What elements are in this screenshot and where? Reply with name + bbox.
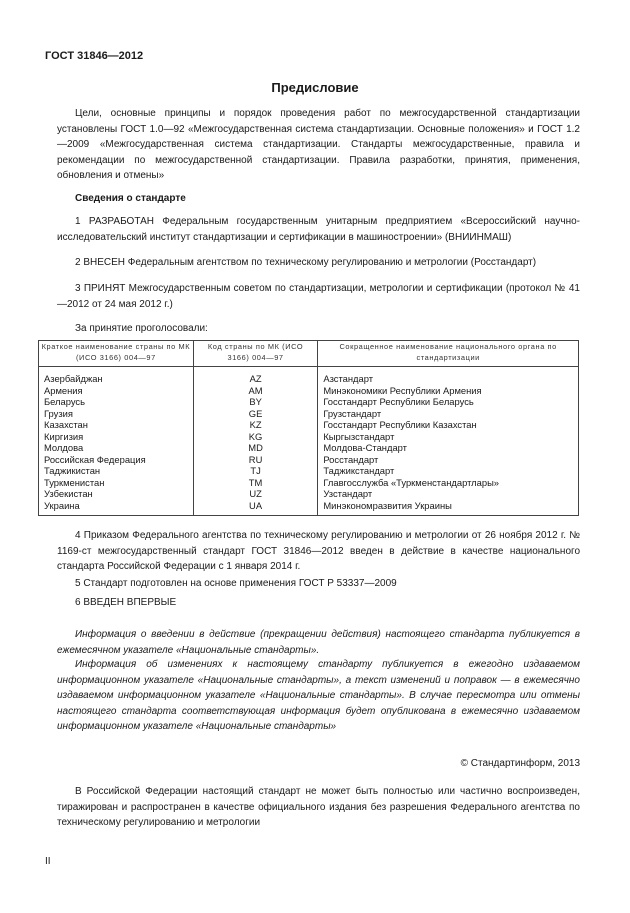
header-country: Краткое наименование страны по МК (ИСО 3166) 004—97: [39, 341, 194, 367]
body-cell: Главгосслужба «Туркменстандартлары»: [318, 477, 579, 489]
item-6: 6 ВВЕДЕН ВПЕРВЫЕ: [75, 597, 177, 608]
item-1: 1 РАЗРАБОТАН Федеральным государственным унитарным предприятием «Всероссийский научно-исследовательский институт стандартизации и сертификации в машиностроении» (ВНИИНМАШ): [57, 216, 580, 243]
document-header: ГОСТ 31846—2012: [45, 50, 144, 62]
table-row: [39, 488, 579, 500]
table-row: [39, 408, 579, 420]
country-cell: Беларусь: [39, 396, 194, 408]
body-cell: Госстандарт Республики Казахстан: [318, 419, 579, 431]
section-title: Сведения о стандарте: [75, 193, 186, 204]
code-cell: RU: [193, 454, 318, 466]
body-cell: Азстандарт: [318, 367, 579, 385]
intro-paragraph: Цели, основные принципы и порядок проведения работ по межгосударственной стандартизации установлены ГОСТ 1.0—92 «Межгосударственная система стандартизации. Основные положения» и ГОСТ 1.2—2009 «Межгосударственная система стандартизации. Стандарты межгосударственные, правила и рекомендации по межгосударственной стандартизации. Правила разработки, принятия, применения, обновления и отмены»: [57, 108, 580, 182]
item-4: 4 Приказом Федерального агентства по техническому регулированию и метрологии от 26 ноября 2012 г. № 1169-ст межгосударственный стандарт ГОСТ 31846—2012 введен в действие в качестве национального стандарта Российской Федерации с 1 января 2014 г.: [57, 530, 580, 573]
code-cell: TM: [193, 477, 318, 489]
table-row: [39, 385, 579, 397]
code-cell: KZ: [193, 419, 318, 431]
reproduction-restriction: В Российской Федерации настоящий стандарт не может быть полностью или частично воспроизведен, тиражирован и распространен в качестве официального издания без разрешения Федерального агентства по техническому регулированию и метрологии: [57, 786, 580, 829]
country-cell: Азербайджан: [39, 367, 194, 385]
table-row: [39, 442, 579, 454]
page-title: Предисловие: [271, 80, 359, 95]
table-row: [39, 396, 579, 408]
table-row: [39, 477, 579, 489]
table-row: [39, 367, 579, 385]
country-cell: Украина: [39, 500, 194, 516]
country-cell: Таджикистан: [39, 465, 194, 477]
table-header-row: [39, 341, 579, 367]
table-row: [39, 431, 579, 443]
table-row: [39, 500, 579, 516]
info-changes: Информация об изменениях к настоящему стандарту публикуется в ежегодно издаваемом информационном указателе «Национальные стандарты», а текст изменений и поправок — в ежемесячно издаваемом информационном указателе «Национальные стандарты». В случае пересмотра или отмены настоящего стандарта соответствующая информация будет опубликована в ежемесячно издаваемом информационном указателе «Национальные стандарты»: [57, 659, 580, 733]
country-cell: Молдова: [39, 442, 194, 454]
item-3: 3 ПРИНЯТ Межгосударственным советом по стандартизации, метрологии и сертификации (протокол № 41—2012 от 24 мая 2012 г.): [57, 283, 580, 310]
country-cell: Грузия: [39, 408, 194, 420]
body-cell: Таджикстандарт: [318, 465, 579, 477]
body-cell: Молдова-Стандарт: [318, 442, 579, 454]
country-cell: Туркменистан: [39, 477, 194, 489]
body-cell: Грузстандарт: [318, 408, 579, 420]
country-cell: Киргизия: [39, 431, 194, 443]
country-cell: Российская Федерация: [39, 454, 194, 466]
code-cell: UA: [193, 500, 318, 516]
table-row: [39, 419, 579, 431]
info-publication: Информация о введении в действие (прекращении действия) настоящего стандарта публикуется в ежемесячном указателе «Национальные стандарты».: [57, 629, 580, 656]
voting-table: [38, 340, 579, 516]
code-cell: UZ: [193, 488, 318, 500]
copyright: © Стандартинформ, 2013: [460, 758, 580, 769]
body-cell: Узстандарт: [318, 488, 579, 500]
body-cell: Госстандарт Республики Беларусь: [318, 396, 579, 408]
header-body: Сокращенное наименование национального органа по стандартизации: [318, 341, 579, 367]
code-cell: GE: [193, 408, 318, 420]
country-cell: Казахстан: [39, 419, 194, 431]
item-5: 5 Стандарт подготовлен на основе применения ГОСТ Р 53337—2009: [75, 578, 397, 589]
body-cell: Росстандарт: [318, 454, 579, 466]
body-cell: Кыргызстандарт: [318, 431, 579, 443]
vote-label: За принятие проголосовали:: [75, 323, 208, 334]
header-code: Код страны по МК (ИСО 3166) 004—97: [193, 341, 318, 367]
code-cell: MD: [193, 442, 318, 454]
table-row: [39, 454, 579, 466]
code-cell: TJ: [193, 465, 318, 477]
page-number: II: [45, 856, 51, 867]
body-cell: Минэкономразвития Украины: [318, 500, 579, 516]
code-cell: BY: [193, 396, 318, 408]
country-cell: Узбекистан: [39, 488, 194, 500]
country-cell: Армения: [39, 385, 194, 397]
code-cell: AM: [193, 385, 318, 397]
code-cell: KG: [193, 431, 318, 443]
item-2: 2 ВНЕСЕН Федеральным агентством по техническому регулированию и метрологии (Росстандарт): [75, 257, 537, 268]
code-cell: AZ: [193, 367, 318, 385]
body-cell: Минэкономики Республики Армения: [318, 385, 579, 397]
table-row: [39, 465, 579, 477]
